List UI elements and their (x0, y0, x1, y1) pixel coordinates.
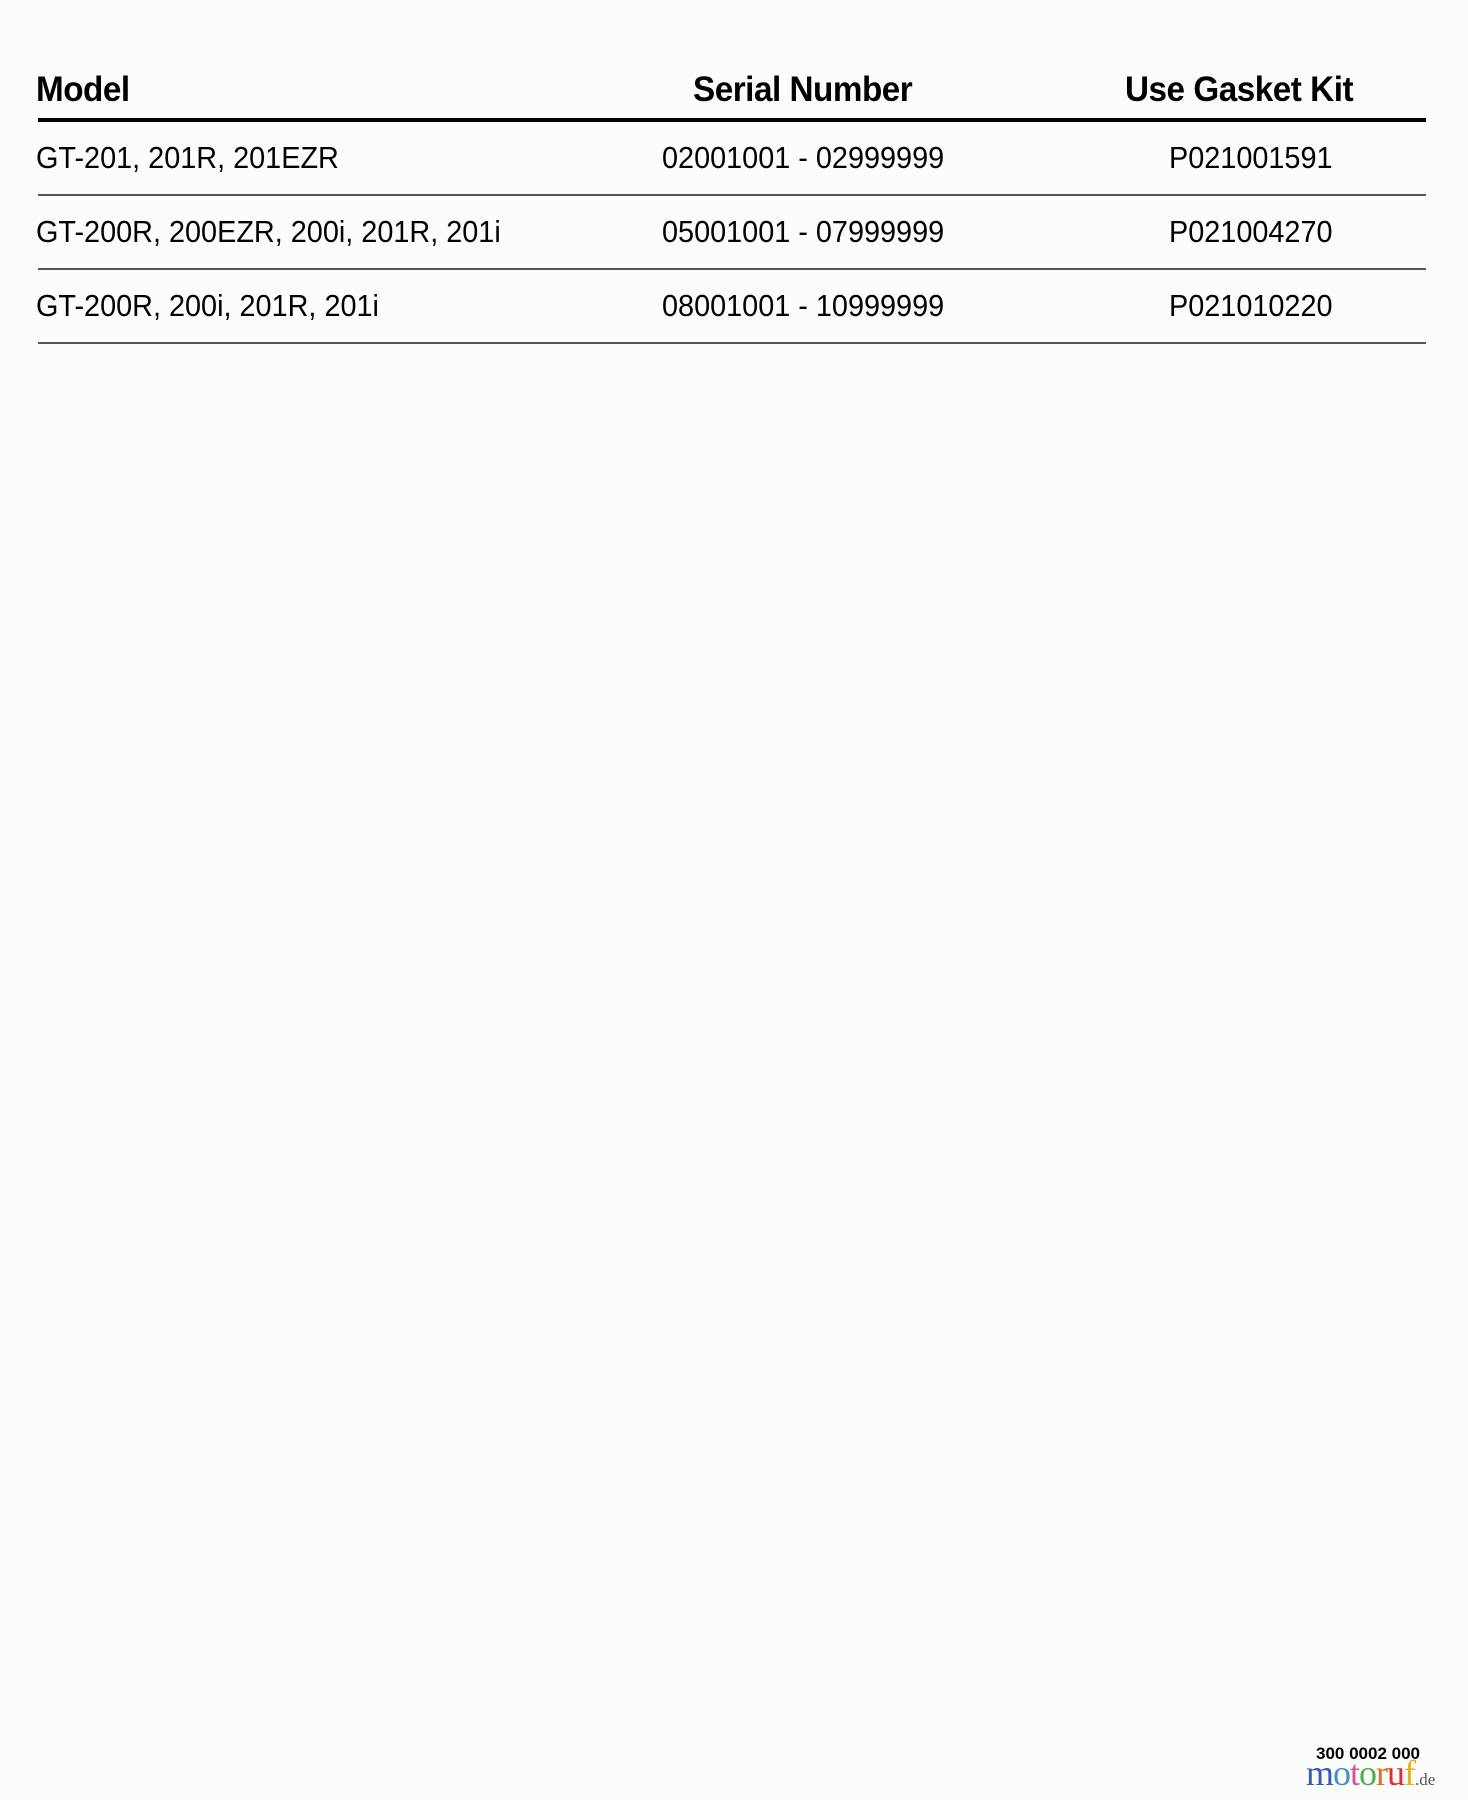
header-serial-number: Serial Number (693, 70, 913, 109)
cell-kit: P021004270 (1169, 214, 1333, 249)
cell-model: GT-200R, 200i, 201R, 201i (36, 288, 379, 323)
table-row (38, 196, 1426, 270)
cell-kit: P021010220 (1169, 288, 1333, 323)
cell-kit: P021001591 (1169, 140, 1333, 175)
cell-serial: 08001001 - 10999999 (662, 288, 945, 323)
table-header (38, 60, 1426, 122)
header-gasket-kit: Use Gasket Kit (1125, 70, 1354, 109)
motoruf-logo (1306, 1752, 1435, 1794)
gasket-kit-table (38, 60, 1426, 344)
table-row (38, 122, 1426, 196)
cell-model: GT-200R, 200EZR, 200i, 201R, 201i (36, 214, 501, 249)
table-row (38, 270, 1426, 344)
header-model: Model (36, 70, 130, 109)
cell-model: GT-201, 201R, 201EZR (36, 140, 339, 175)
cell-serial: 05001001 - 07999999 (662, 214, 945, 249)
logo-suffix: .de (1415, 1770, 1436, 1789)
part-number: 300 0002 000 (1316, 1744, 1420, 1763)
cell-serial: 02001001 - 02999999 (662, 140, 945, 175)
logo-letters: motoruf (1306, 1753, 1416, 1793)
